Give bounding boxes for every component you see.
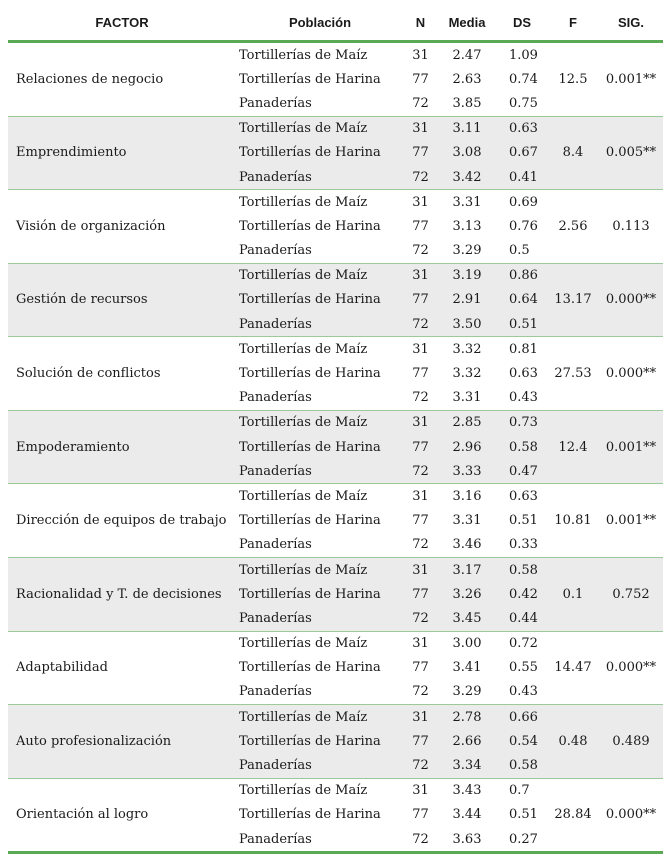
- population-cell: Tortillerías de Harina: [236, 582, 404, 606]
- sig-value: 0.113: [612, 218, 650, 234]
- population-cell: Panaderías: [239, 684, 312, 700]
- n-cell: 72: [412, 684, 429, 700]
- sig-value: 0.001**: [605, 71, 657, 87]
- n-cell: 31: [412, 47, 429, 63]
- n-cell: 72: [404, 753, 437, 778]
- mean-cell: 3.85: [452, 95, 482, 111]
- header-sd: DS: [497, 4, 547, 42]
- sig-value: 0.000**: [605, 807, 657, 823]
- table-row: [8, 42, 663, 68]
- n-cell: 31: [404, 263, 437, 288]
- sd-cell: 0.43: [509, 684, 538, 700]
- mean-cell: 2.91: [437, 288, 497, 312]
- n-cell: 72: [412, 537, 429, 553]
- mean-cell: 3.50: [437, 312, 497, 337]
- mean-cell: 3.16: [452, 488, 482, 504]
- sd-cell: 0.69: [509, 194, 538, 210]
- factor-name: Adaptabilidad: [16, 660, 108, 676]
- factor-name: Auto profesionalización: [8, 705, 236, 779]
- factor-name: Solución de conflictos: [16, 366, 161, 382]
- sd-cell: 0.43: [509, 390, 538, 406]
- n-cell: 77: [404, 288, 437, 312]
- factor-name: Relaciones de negocio: [16, 71, 164, 87]
- n-cell: 77: [404, 435, 437, 459]
- population-cell: Tortillerías de Maíz: [239, 636, 368, 652]
- mean-cell: 3.17: [437, 557, 497, 582]
- population-cell: Tortillerías de Maíz: [236, 705, 404, 730]
- mean-cell: 2.63: [452, 71, 482, 87]
- mean-cell: 3.29: [452, 684, 482, 700]
- mean-cell: 3.63: [452, 831, 482, 847]
- population-cell: Tortillerías de Harina: [236, 729, 404, 753]
- n-cell: 72: [404, 606, 437, 631]
- table-row: [8, 705, 663, 730]
- factor-name: Visión de organización: [16, 218, 166, 234]
- n-cell: 77: [404, 582, 437, 606]
- mean-cell: 3.45: [437, 606, 497, 631]
- table-row: [8, 263, 663, 288]
- header-f: F: [547, 4, 599, 42]
- n-cell: 77: [412, 513, 429, 529]
- mean-cell: 3.42: [437, 165, 497, 190]
- population-cell: Tortillerías de Maíz: [236, 410, 404, 435]
- f-value: 10.81: [554, 513, 592, 529]
- sd-cell: 0.54: [497, 729, 547, 753]
- mean-cell: 3.26: [437, 582, 497, 606]
- mean-cell: 3.13: [452, 218, 482, 234]
- sd-cell: 0.58: [497, 557, 547, 582]
- n-cell: 31: [412, 194, 429, 210]
- n-cell: 77: [412, 366, 429, 382]
- sd-cell: 0.5: [509, 243, 530, 259]
- mean-cell: 3.31: [452, 513, 482, 529]
- table-row: [8, 337, 663, 362]
- f-value: 13.17: [547, 263, 599, 337]
- factor-group: [8, 557, 663, 631]
- mean-cell: 3.08: [437, 141, 497, 165]
- mean-cell: 2.66: [437, 729, 497, 753]
- factor-group: [8, 631, 663, 705]
- population-cell: Tortillerías de Harina: [239, 218, 381, 234]
- factor-group: [8, 337, 663, 411]
- sd-cell: 0.64: [497, 288, 547, 312]
- sd-cell: 0.63: [509, 488, 538, 504]
- header-mean: Media: [437, 4, 497, 42]
- mean-cell: 3.34: [437, 753, 497, 778]
- f-value: 0.48: [547, 705, 599, 779]
- f-value: 12.5: [558, 71, 588, 87]
- sig-value: 0.001**: [599, 410, 663, 484]
- population-cell: Panaderías: [239, 831, 312, 847]
- mean-cell: 3.00: [452, 636, 482, 652]
- population-cell: Panaderías: [236, 606, 404, 631]
- population-cell: Panaderías: [236, 459, 404, 484]
- population-cell: Tortillerías de Maíz: [239, 783, 368, 799]
- f-value: 14.47: [554, 660, 592, 676]
- factor-name: Orientación al logro: [16, 807, 149, 823]
- n-cell: 77: [412, 807, 429, 823]
- mean-cell: 3.32: [452, 366, 482, 382]
- factor-name: Dirección de equipos de trabajo: [16, 513, 227, 529]
- mean-cell: 3.33: [437, 459, 497, 484]
- n-cell: 31: [412, 341, 429, 357]
- n-cell: 77: [412, 660, 429, 676]
- n-cell: 72: [412, 243, 429, 259]
- f-value: 12.4: [547, 410, 599, 484]
- mean-cell: 3.31: [452, 194, 482, 210]
- header-factor: FACTOR: [8, 4, 236, 42]
- mean-cell: 2.96: [437, 435, 497, 459]
- f-value: 0.1: [547, 557, 599, 631]
- mean-cell: 3.46: [452, 537, 482, 553]
- header-sig: SIG.: [599, 4, 663, 42]
- factor-group: [8, 705, 663, 779]
- header-population: Población: [236, 4, 404, 42]
- n-cell: 31: [412, 783, 429, 799]
- sig-value: 0.752: [599, 557, 663, 631]
- sd-cell: 0.51: [497, 312, 547, 337]
- sd-cell: 0.58: [497, 753, 547, 778]
- n-cell: 31: [412, 488, 429, 504]
- sd-cell: 0.72: [509, 636, 538, 652]
- population-cell: Panaderías: [239, 243, 312, 259]
- sd-cell: 0.86: [497, 263, 547, 288]
- n-cell: 72: [412, 831, 429, 847]
- sd-cell: 0.67: [497, 141, 547, 165]
- sd-cell: 0.76: [509, 218, 538, 234]
- f-value: 8.4: [547, 116, 599, 190]
- n-cell: 77: [412, 218, 429, 234]
- header-row: [8, 4, 663, 42]
- population-cell: Panaderías: [236, 312, 404, 337]
- population-cell: Tortillerías de Maíz: [236, 116, 404, 141]
- mean-cell: 3.29: [452, 243, 482, 259]
- population-cell: Tortillerías de Maíz: [239, 47, 368, 63]
- n-cell: 72: [404, 312, 437, 337]
- population-cell: Tortillerías de Maíz: [239, 341, 368, 357]
- factor-group: [8, 484, 663, 558]
- factor-name: Empoderamiento: [8, 410, 236, 484]
- sig-value: 0.000**: [605, 660, 657, 676]
- population-cell: Tortillerías de Harina: [239, 660, 381, 676]
- sd-cell: 0.74: [509, 71, 538, 87]
- sd-cell: 0.47: [497, 459, 547, 484]
- factor-group: [8, 116, 663, 190]
- sd-cell: 0.58: [497, 435, 547, 459]
- population-cell: Panaderías: [236, 165, 404, 190]
- sd-cell: 0.7: [509, 783, 530, 799]
- table-row: [8, 190, 663, 215]
- mean-cell: 3.41: [452, 660, 482, 676]
- factor-name: Racionalidad y T. de decisiones: [8, 557, 236, 631]
- f-value: 27.53: [554, 366, 592, 382]
- factor-name: Gestión de recursos: [8, 263, 236, 337]
- mean-cell: 3.19: [437, 263, 497, 288]
- factor-name: Emprendimiento: [8, 116, 236, 190]
- n-cell: 77: [404, 141, 437, 165]
- sd-cell: 0.66: [497, 705, 547, 730]
- n-cell: 31: [404, 410, 437, 435]
- n-cell: 77: [404, 729, 437, 753]
- population-cell: Tortillerías de Harina: [239, 513, 381, 529]
- sd-cell: 0.81: [509, 341, 538, 357]
- table-row: [8, 631, 663, 656]
- population-cell: Tortillerías de Harina: [239, 71, 381, 87]
- mean-cell: 3.31: [452, 390, 482, 406]
- sd-cell: 0.75: [509, 95, 538, 111]
- table-row: [8, 557, 663, 582]
- n-cell: 31: [404, 116, 437, 141]
- population-cell: Panaderías: [239, 537, 312, 553]
- table-row: [8, 484, 663, 509]
- sd-cell: 0.51: [509, 807, 538, 823]
- population-cell: Tortillerías de Maíz: [236, 557, 404, 582]
- table-row: [8, 116, 663, 141]
- population-cell: Panaderías: [236, 753, 404, 778]
- sd-cell: 0.41: [497, 165, 547, 190]
- n-cell: 31: [404, 705, 437, 730]
- anova-results-table: [8, 4, 663, 854]
- population-cell: Tortillerías de Harina: [236, 141, 404, 165]
- mean-cell: 3.44: [452, 807, 482, 823]
- n-cell: 77: [412, 71, 429, 87]
- factor-group: [8, 778, 663, 853]
- population-cell: Tortillerías de Maíz: [236, 263, 404, 288]
- table-row: [8, 778, 663, 803]
- mean-cell: 2.85: [437, 410, 497, 435]
- population-cell: Tortillerías de Harina: [239, 807, 381, 823]
- sig-value: 0.001**: [605, 513, 657, 529]
- mean-cell: 3.32: [452, 341, 482, 357]
- n-cell: 72: [412, 95, 429, 111]
- header-n: N: [404, 4, 437, 42]
- mean-cell: 2.78: [437, 705, 497, 730]
- sd-cell: 0.55: [509, 660, 538, 676]
- population-cell: Panaderías: [239, 390, 312, 406]
- population-cell: Tortillerías de Harina: [236, 288, 404, 312]
- population-cell: Panaderías: [239, 95, 312, 111]
- sig-value: 0.489: [599, 705, 663, 779]
- population-cell: Tortillerías de Harina: [236, 435, 404, 459]
- n-cell: 31: [412, 636, 429, 652]
- sd-cell: 0.63: [497, 116, 547, 141]
- sig-value: 0.000**: [599, 263, 663, 337]
- mean-cell: 2.47: [452, 47, 482, 63]
- sig-value: 0.000**: [605, 366, 657, 382]
- mean-cell: 3.43: [452, 783, 482, 799]
- table-header: [8, 4, 663, 42]
- population-cell: Tortillerías de Harina: [239, 366, 381, 382]
- sd-cell: 0.42: [497, 582, 547, 606]
- population-cell: Tortillerías de Maíz: [239, 488, 368, 504]
- f-value: 28.84: [554, 807, 592, 823]
- factor-group: [8, 42, 663, 117]
- n-cell: 72: [412, 390, 429, 406]
- population-cell: Tortillerías de Maíz: [239, 194, 368, 210]
- n-cell: 72: [404, 165, 437, 190]
- sd-cell: 1.09: [509, 47, 538, 63]
- factor-group: [8, 190, 663, 264]
- sd-cell: 0.63: [509, 366, 538, 382]
- table-row: [8, 410, 663, 435]
- sd-cell: 0.51: [509, 513, 538, 529]
- sig-value: 0.005**: [599, 116, 663, 190]
- factor-group: [8, 410, 663, 484]
- mean-cell: 3.11: [437, 116, 497, 141]
- factor-group: [8, 263, 663, 337]
- n-cell: 31: [404, 557, 437, 582]
- sd-cell: 0.73: [497, 410, 547, 435]
- sd-cell: 0.27: [509, 831, 538, 847]
- sd-cell: 0.44: [497, 606, 547, 631]
- f-value: 2.56: [558, 218, 588, 234]
- sd-cell: 0.33: [509, 537, 538, 553]
- n-cell: 72: [404, 459, 437, 484]
